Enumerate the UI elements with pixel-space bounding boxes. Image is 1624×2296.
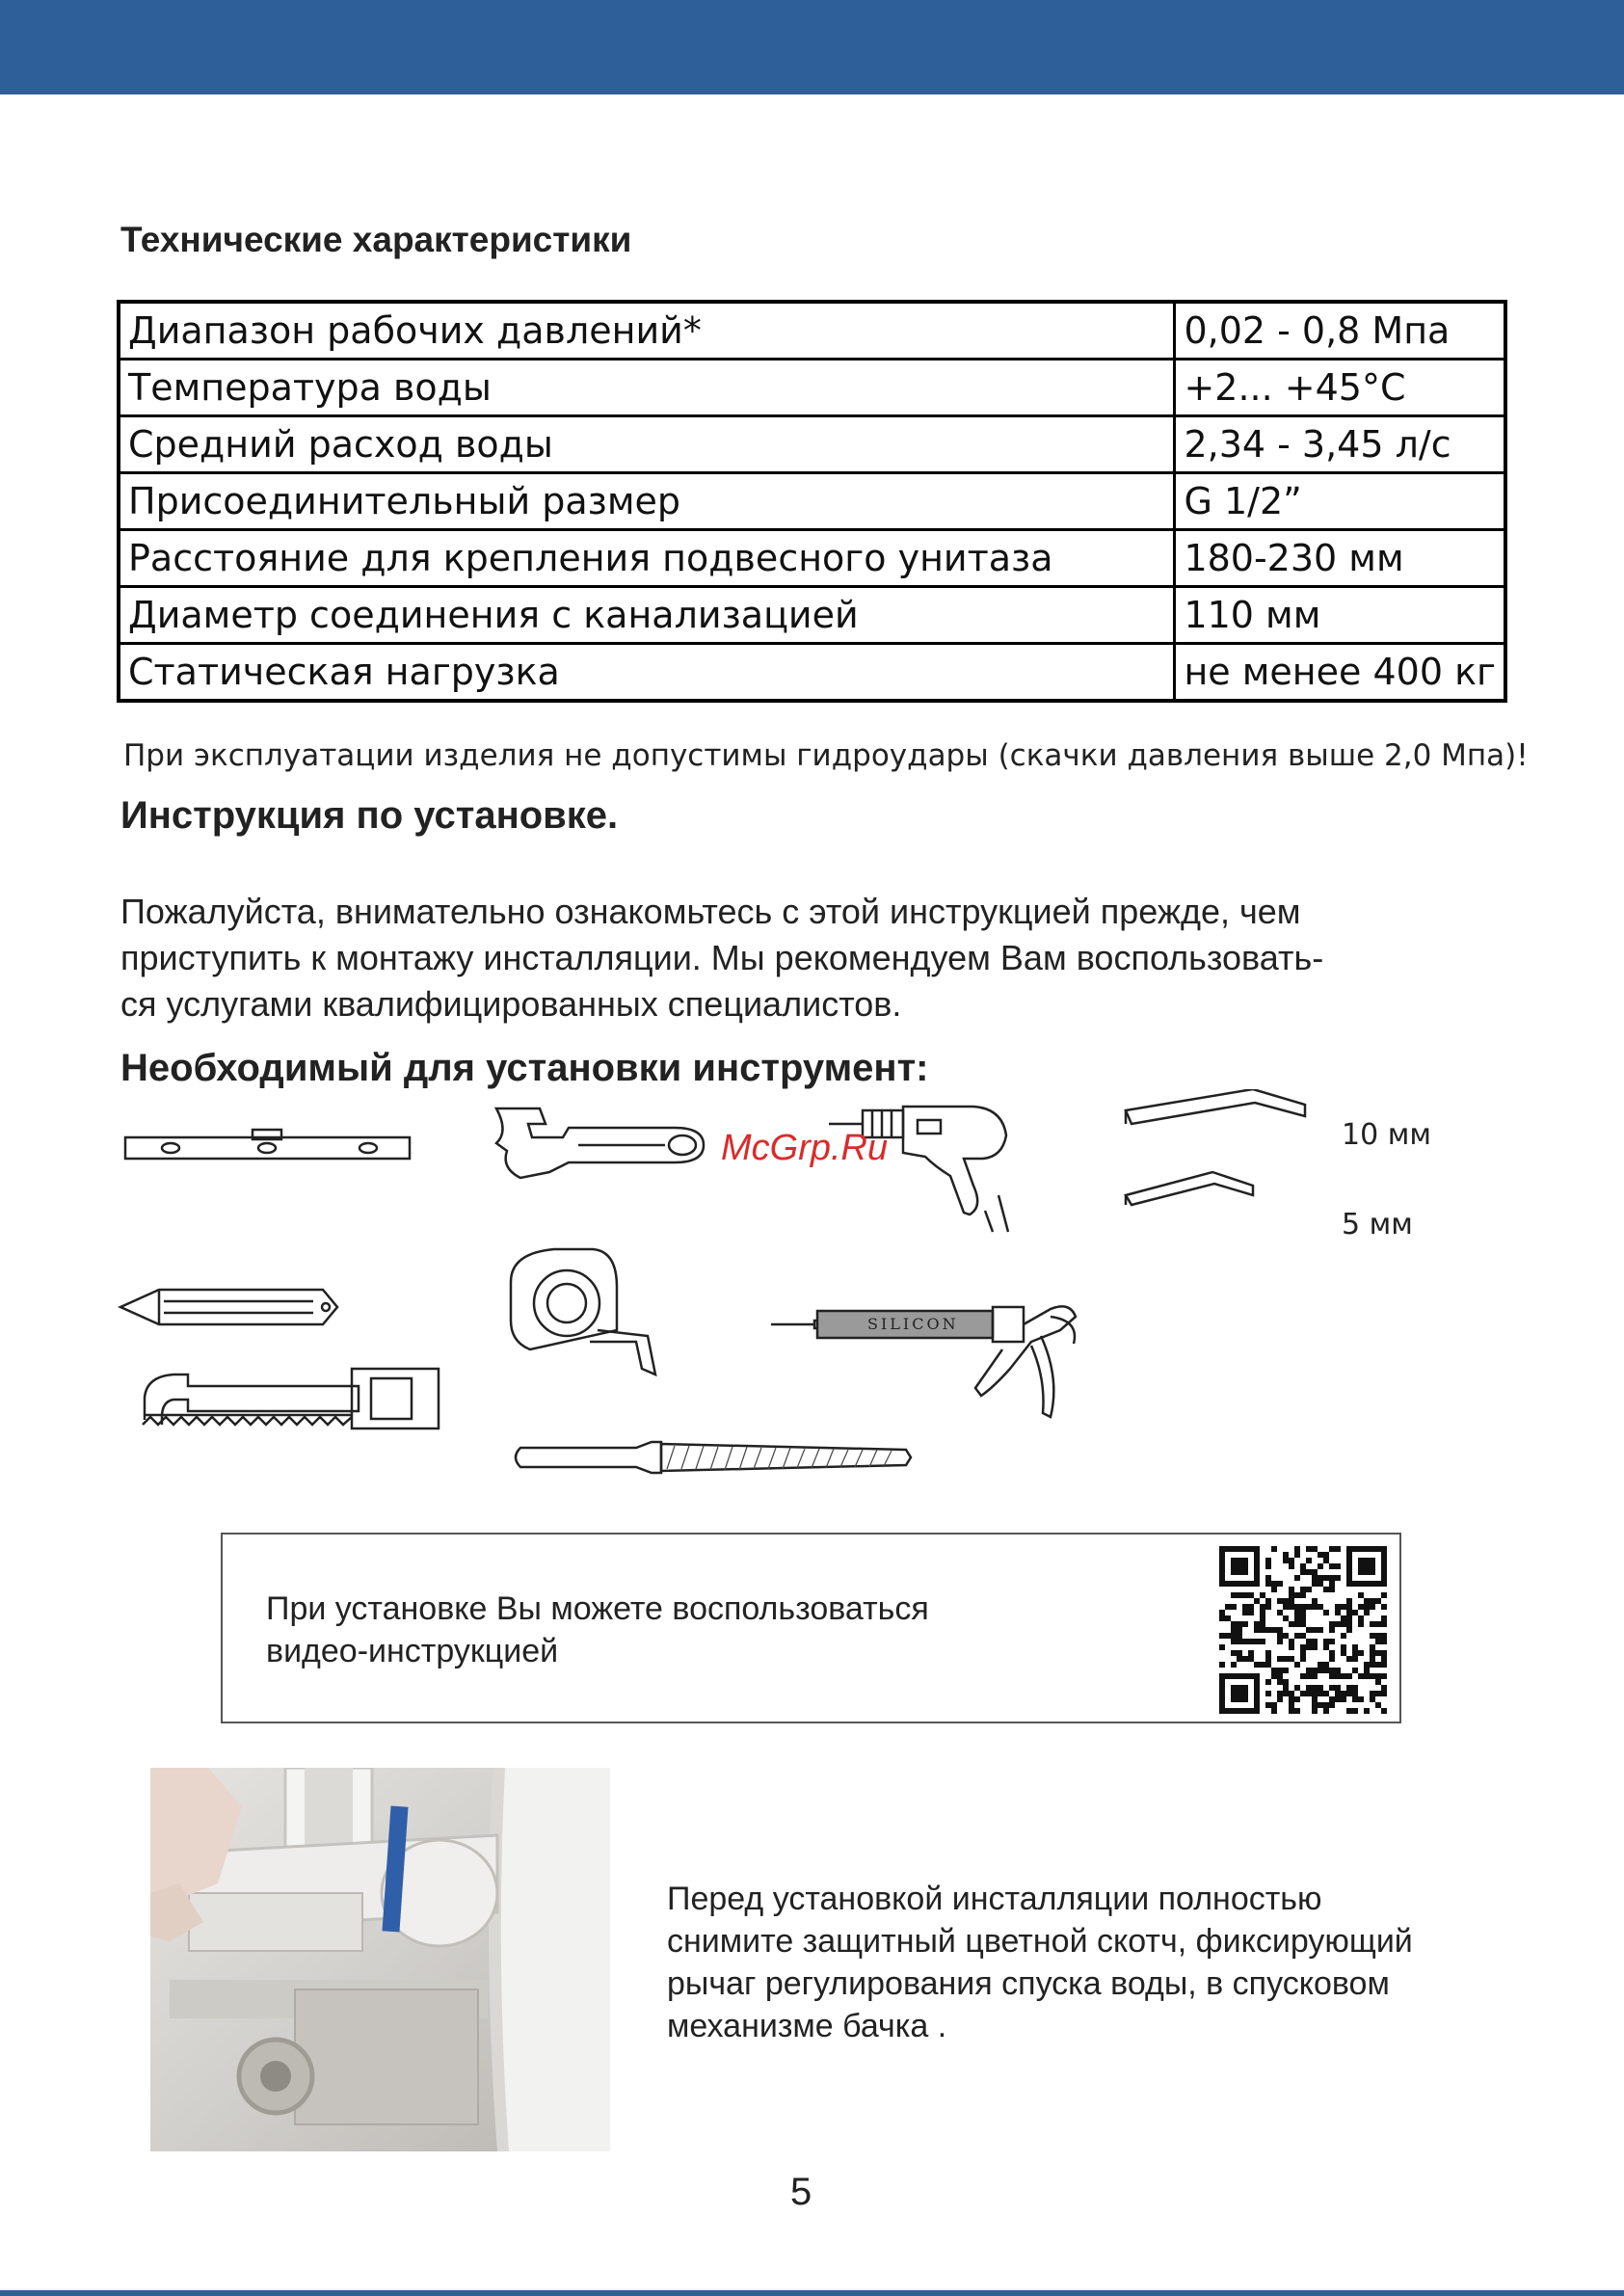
spec-label: Присоединительный размер [119,473,1175,530]
install-line: ся услугами квалифицированных специалистов. [120,984,902,1024]
spec-label: Температура воды [119,360,1175,416]
video-text [266,1588,929,1672]
spec-value: 2,34 - 3,45 л/с [1175,416,1505,473]
install-line: Пожалуйста, внимательно ознакомьтесь с этой инструкцией прежде, чем [120,892,1301,931]
spec-row [119,360,1505,416]
spec-label: Расстояние для крепления подвесного унитаза [119,530,1175,587]
watermark: McGrp.Ru [721,1128,889,1168]
spec-value: 0,02 - 0,8 Мпа [1175,302,1505,360]
qr-code-icon[interactable] [1219,1546,1389,1714]
spec-value: 110 мм [1175,587,1505,644]
install-paragraph [120,889,1489,1028]
spirit-level-icon [125,1130,410,1159]
hex-key-icon [1126,1089,1305,1205]
spec-value: 180-230 мм [1175,530,1505,587]
photo-note-line: механизме бачка . [667,2008,947,2044]
install-title: Инструкция по установке. [120,794,619,837]
drill-icon [829,1107,1008,1232]
hacksaw-icon [143,1369,439,1428]
caulk-label: SILICON [867,1315,959,1333]
footer-bar [0,2290,1624,2296]
page-number: 5 [790,2171,812,2213]
spec-note: При эксплуатации изделия не допустимы гидроудары (скачки давления выше 2,0 Мпа)! [123,738,1529,773]
pencil-icon [120,1290,337,1324]
photo-note-line: Перед установкой инсталляции полностью [667,1881,1322,1917]
photo-note-line: рычаг регулирования спуска воды, в спусковом [667,1965,1390,2002]
spec-title: Технические характеристики [120,220,632,259]
spec-label: Диаметр соединения с канализацией [119,587,1175,644]
video-box [221,1533,1401,1723]
spec-row [119,587,1505,644]
video-line: При установке Вы можете воспользоваться [266,1590,929,1627]
spec-value: +2... +45°С [1175,360,1505,416]
spec-row [119,644,1505,702]
spec-table [117,300,1507,703]
spec-row [119,416,1505,473]
spec-label: Средний расход воды [119,416,1175,473]
file-icon [516,1442,911,1473]
spec-label: Диапазон рабочих давлений* [119,302,1175,360]
hex-key-5-label: 5 мм [1342,1208,1413,1241]
video-line: видео-инструкцией [266,1633,559,1669]
header-bar [0,0,1624,94]
spec-value: не менее 400 кг [1175,644,1505,702]
tape-measure-icon [511,1249,655,1375]
spec-row [119,530,1505,587]
mechanism-photo [150,1768,610,2151]
photo-note-line: снимите защитный цветной скотч, фиксирующий [667,1923,1413,1960]
photo-note [667,1878,1413,2047]
spec-row [119,473,1505,530]
wrench-icon [496,1108,704,1178]
tools-title: Необходимый для установки инструмент: [120,1047,929,1089]
hex-key-10-label: 10 мм [1342,1118,1431,1152]
install-line: приступить к монтажу инсталляции. Мы рекомендуем Вам воспользовать- [120,938,1324,977]
spec-value: G 1/2” [1175,473,1505,530]
spec-row [119,302,1505,360]
spec-label: Статическая нагрузка [119,644,1175,702]
